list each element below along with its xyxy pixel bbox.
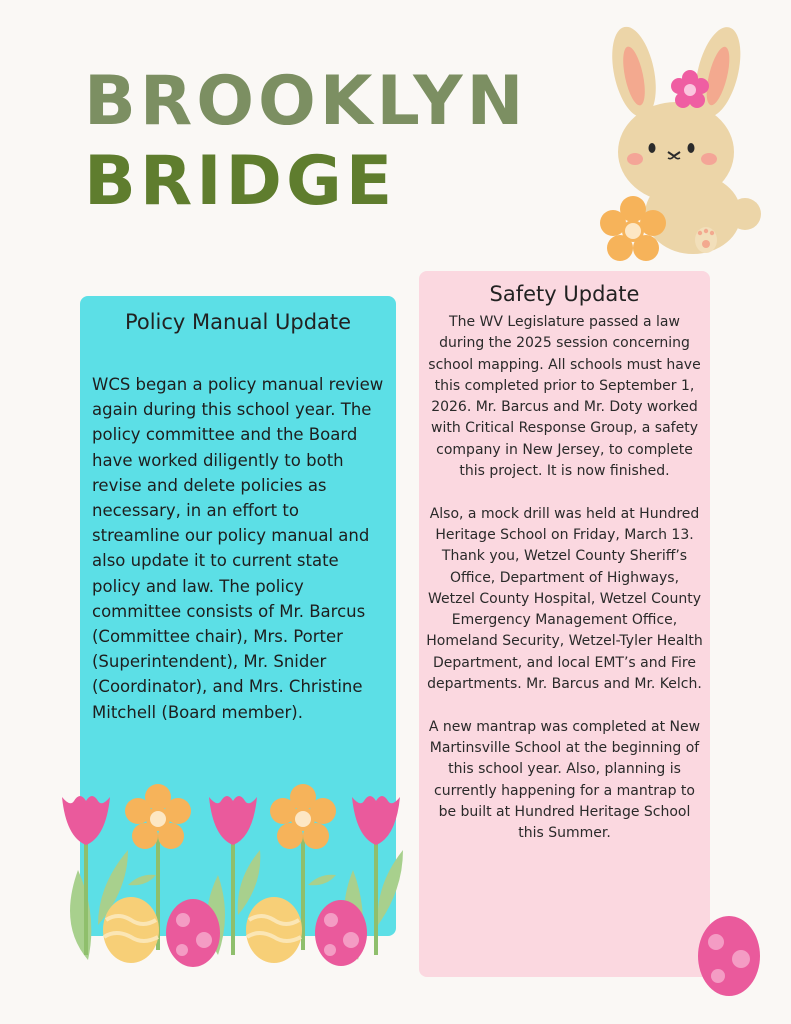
easter-egg-icon: [315, 900, 367, 966]
safety-paragraph: Also, a mock drill was held at Hundred Heritage School on Friday, March 13. Thank you, Wetzel County Sheriff’s Office, Department of Highways, Wetzel County Hospital, Wetzel County Emergency Management Office, Homeland Security, Wetzel-Tyler Health Department, and local EMT’s and Fire departments. Mr. Barcus and Mr. Kelch.: [426, 505, 703, 693]
safety-paragraph: A new mantrap was completed at New Martinsville School at the beginning of this school year. Also, planning is currently happening for a mantrap to be built at Hundred Heritage School this Summer.: [428, 718, 701, 842]
spring-garden-illustration: [58, 775, 408, 975]
title-line-1: BROOKLYN: [84, 62, 528, 141]
easter-egg-icon: [246, 897, 302, 963]
easter-egg-icon: [166, 899, 220, 967]
safety-card: [419, 271, 710, 977]
tulip-icon: [62, 796, 110, 845]
bunny-illustration: [590, 24, 770, 274]
newsletter-title: [84, 62, 527, 222]
easter-egg-icon: [103, 897, 159, 963]
safety-body: [419, 306, 710, 844]
safety-paragraph: The WV Legislature passed a law during the 2025 session concerning school mapping. All schools must have this completed prior to September 1, 2026. Mr. Barcus and Mr. Doty worked with Critical Response Group, a safety company in New Jersey, to complete this project. It is now finished.: [428, 314, 701, 480]
tulip-icon: [209, 796, 257, 845]
policy-heading: Policy Manual Update: [124, 310, 352, 334]
safety-heading: Safety Update: [489, 282, 640, 306]
policy-body: WCS began a policy manual review again during this school year. The policy committee and the Board have worked diligently to both revise and delete policies as necessary, in an effort to streamline our policy manual and also update it to current state policy and law. The policy committee consists of Mr. Barcus (Committee chair), Mrs. Porter (Superintendent), Mr. Snider (Coordinator), and Mrs. Christine Mitchell (Board member).: [92, 375, 384, 722]
easter-egg-icon: [696, 914, 762, 998]
tulip-icon: [352, 796, 400, 845]
title-line-2: BRIDGE: [84, 142, 397, 221]
